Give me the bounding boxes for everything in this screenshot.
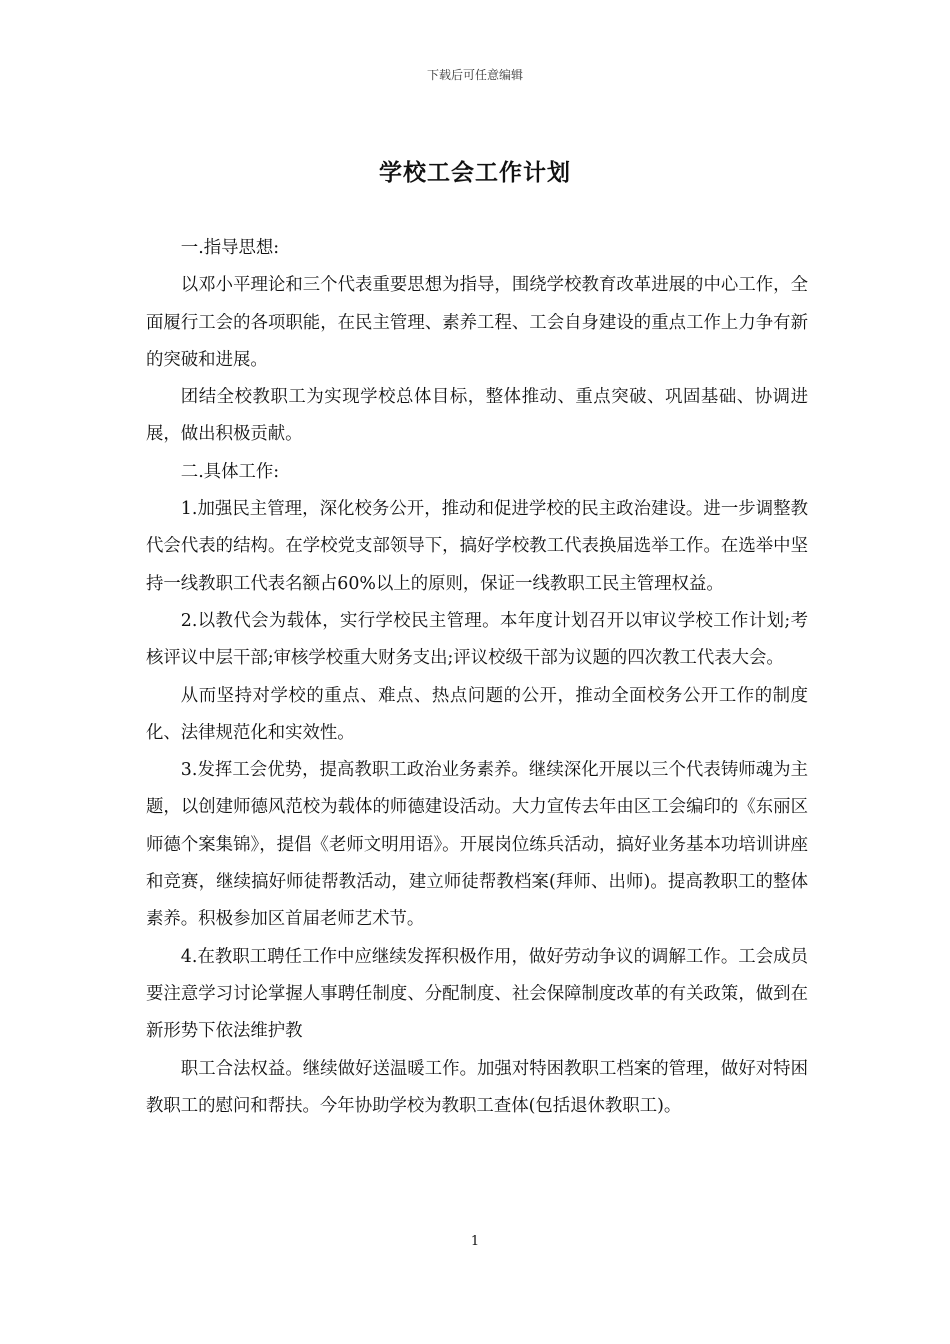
paragraph: 以邓小平理论和三个代表重要思想为指导，围绕学校教育改革进展的中心工作，全面履行工会的各项职能，在民主管理、素养工程、工会自身建设的重点工作上力争有新的突破和进展。 [146, 275, 808, 370]
paragraph-item-2: 2.以教代会为载体，实行学校民主管理。本年度计划召开以审议学校工作计划;考核评议中层干部;审核学校重大财务支出;评议校级干部为议题的四次教工代表大会。 [146, 610, 808, 669]
section-heading-guiding-ideology: 一.指导思想: [180, 238, 280, 258]
document-title: 学校工会工作计划 [379, 159, 571, 186]
paragraph: 职工合法权益。继续做好送温暖工作。加强对特困教职工档案的管理，做好对特困教职工的慰问和帮扶。今年协助学校为教职工查体(包括退休教职工)。 [146, 1058, 808, 1116]
paragraph: 从而坚持对学校的重点、难点、热点问题的公开，推动全面校务公开工作的制度化、法律规范化和实效性。 [146, 685, 808, 743]
page-number: 1 [470, 1234, 480, 1249]
section-heading-specific-work: 二.具体工作: [180, 461, 280, 482]
header-note: 下载后可任意编辑 [426, 68, 523, 82]
paragraph-item-1: 1.加强民主管理，深化校务公开，推动和促进学校的民主政治建设。进一步调整教代会代表的结构。在学校党支部领导下，搞好学校教工代表换届选举工作。在选举中坚持一线教职工代表名额占60%以上的原则，保证一线教职工民主管理权益。 [146, 499, 808, 594]
paragraph: 团结全校教职工为实现学校总体目标，整体推动、重点突破、巩固基础、协调进展，做出积极贡献。 [146, 387, 808, 445]
document-body [146, 230, 808, 1125]
paragraph-item-4: 4.在教职工聘任工作中应继续发挥积极作用，做好劳动争议的调解工作。工会成员要注意学习讨论掌握人事聘任制度、分配制度、社会保障制度改革的有关政策，做到在新形势下依法维护教 [146, 946, 808, 1042]
paragraph-item-3: 3.发挥工会优势，提高教职工政治业务素养。继续深化开展以三个代表铸师魂为主题，以创建师德风范校为载体的师德建设活动。大力宣传去年由区工会编印的《东丽区师德个案集锦》，提倡《老师文明用语》。开展岗位练兵活动，搞好业务基本功培训讲座和竞赛，继续搞好师徒帮教活动，建立师徒帮教档案(拜师、出师)。提高教职工的整体素养。积极参加区首届老师艺术节。 [146, 760, 808, 930]
